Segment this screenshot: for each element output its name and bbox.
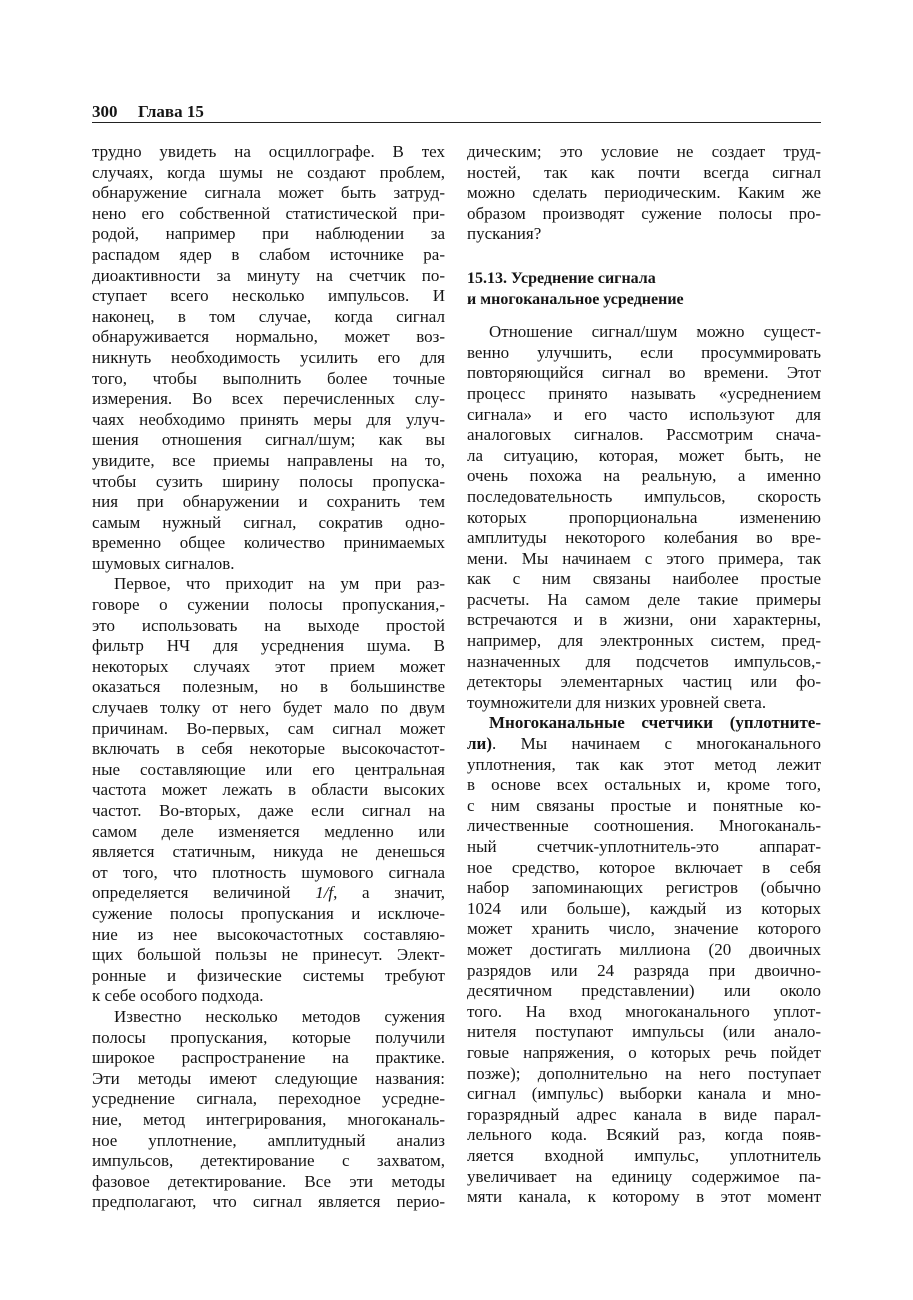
text-line: десятичном представлении) или около [467,981,821,1001]
text-line: шения отношения сигнал/шум; как вы [92,430,445,450]
text-line: очень похожа на реальную, а именно [467,466,821,486]
text-line: Отношение сигнал/шум можно сущест- [489,322,821,342]
text-line: пускания? [467,224,542,244]
text-line: ние, метод интегрирования, многоканаль- [92,1109,445,1129]
text-line: чтобы сузить ширину полосы пропуска- [92,471,445,491]
formula: 1/f [315,883,334,903]
text-line: щих большой пользы не принесут. Элект- [92,945,445,965]
text-line: от того, что плотность шумового сигнала [92,862,445,882]
text-line: является статичным, никуда не денешься [92,842,445,862]
section-heading [467,269,821,310]
text-line: измерения. Во всех перечисленных слу- [92,389,445,409]
text-line: полосы пропускания, которые получили [92,1027,445,1047]
text-line: увидите, все приемы направлены на то, [92,450,445,470]
text-line: диоактивности за минуту на счетчик по- [92,265,445,285]
text-line: Первое, что приходит на ум при раз- [114,574,445,594]
text-line: мени. Мы начинаем с этого примера, так [467,548,821,568]
chapter-title: Глава 15 [138,102,204,121]
text-line: родой, например при наблюдении за [92,224,445,244]
text-line: включать в себя некоторые высокочастот- [92,739,445,759]
text-line: тоумножители для низких уровней света. [467,692,767,712]
text-line: детекторы элементарных частиц или фо- [467,672,821,692]
text-line: предполагают, что сигнал является перио- [92,1192,445,1212]
text-line: обнаруживается нормально, может воз- [92,327,445,347]
text-line: встречаются и в жизни, они характерны, [467,610,821,630]
text-line: никнуть необходимость усилить его для [92,347,445,367]
text-line: того. На вход многоканального уплот- [467,1001,821,1021]
text-line: сигнал (импульс) выборки канала и мно- [467,1084,821,1104]
text-line: назначенных для подсчетов импульсов,- [467,651,821,671]
paragraph [92,574,445,1006]
text-line: обнаружение сигнала может быть затруд- [92,183,445,203]
text-line [467,734,821,755]
text-line: причинам. Во-первых, сам сигнал может [92,718,445,738]
text-line: сигнала» и его часто используют для [467,404,821,424]
paragraph [467,322,821,713]
text-line: распадом ядер в слабом источнике ра- [92,244,445,264]
text-line: процесс принято называть «усреднением [467,383,821,403]
text-line: нителя поступают импульсы (или анало- [467,1022,821,1042]
text-line: ное уплотнение, амплитудный анализ [92,1130,445,1150]
text-line: ные составляющие или его центральная [92,759,445,779]
text-line: фильтр НЧ для усреднения шума. В [92,636,445,656]
text-line: уплотнения, так как этот метод лежит [467,754,821,774]
text-line: ступает всего несколько импульсов. И [92,286,445,306]
text-line: Эти методы имеют следующие названия: [92,1068,445,1088]
spacer [467,245,821,269]
text-line: амплитуды некоторого колебания во вре- [467,528,821,548]
text-line: наконец, в том случае, когда сигнал [92,306,445,326]
text-line: в основе всех остальных и, кроме того, [467,775,821,795]
text-line: к себе особого подхода. [92,986,264,1006]
text-line: образом производят сужение полосы про- [467,203,821,223]
text-run: . Мы начинаем с многоканального [492,734,821,754]
text-line: личественные соотношения. Многоканаль- [467,816,821,836]
text-line: фазовое детектирование. Все эти методы [92,1171,445,1191]
text-line: горазрядный адрес канала в виде парал- [467,1104,821,1124]
text-line: нено его собственной статистической при- [92,203,445,223]
text-line: трудно увидеть на осциллографе. В тех [92,142,445,161]
text-line: венно улучшить, если просуммировать [467,342,821,362]
paragraph [467,713,821,1207]
right-column [467,142,821,1208]
paragraph [92,1007,445,1213]
text-line: ный счетчик-уплотнитель-это аппарат- [467,837,821,856]
text-line: это использовать на выходе простой [92,615,445,635]
text-line: мяти канала, к которому в этот момент [467,1187,821,1207]
paragraph-body [467,755,821,1208]
spacer [467,310,821,322]
section-heading-line: и многоканальное усреднение [467,290,684,308]
text-line: разрядов или 24 разряда при двоично- [467,960,821,980]
text-line: оказаться полезным, но в большинстве [92,677,445,697]
text-line: может хранить число, значение которого [467,919,821,939]
text-line: частот. Во-вторых, даже если сигнал на [92,801,445,820]
run-in-heading: ли) [467,734,492,754]
text-line: ла ситуацию, которая, может быть, не [467,445,821,465]
running-header [92,100,821,123]
text-line: набор запоминающих регистров (обычно [467,878,821,898]
text-line: ляется входной импульс, уплотнитель [467,1145,821,1165]
section-heading-line: 15.13. Усреднение сигнала [467,269,656,287]
text-line: как с ним связаны наиболее простые [467,569,821,589]
text-line: случаев толку от него будет мало по двум [92,698,445,718]
text-line: последовательность импульсов, скорость [467,486,821,506]
run-in-heading: Многоканальные счетчики (уплотните- [489,713,821,733]
text-line: чаях необходимо принять меры для улуч- [92,409,445,429]
text-line: сужение полосы пропускания и исключе- [92,903,445,923]
text-line: ронные и физические системы требуют [92,965,445,985]
text-line: ностей, так как почти всегда сигнал [467,162,821,182]
text-line: дическим; это условие не создает труд- [467,142,821,161]
text-line: говоре о сужении полосы пропускания,- [92,595,445,615]
text-line [467,713,821,734]
text-line: аналоговых сигналов. Рассмотрим снача- [467,425,821,445]
text-line: 1024 или больше), каждый из которых [467,898,821,918]
text-line: ние из нее высокочастотных составляю- [92,924,445,944]
text-line: позже); дополнительно на него поступает [467,1063,821,1083]
text-line: широкое распространение на практике. [92,1048,445,1068]
text-run: определяется величиной [92,883,316,903]
text-line: шумовых сигналов. [92,553,235,573]
text-line: частота может лежать в области высоких [92,780,445,800]
text-line: некоторых случаях этот прием может [92,656,445,676]
text-line: усреднение сигнала, переходное усредне- [92,1089,445,1109]
text-line: можно сделать периодическим. Каким же [467,183,821,203]
text-line: лельного кода. Всякий раз, когда появ- [467,1125,821,1145]
text-line: ния при обнаружении и сохранить тем [92,492,445,512]
text-line: временно общее количество принимаемых [92,533,445,553]
paragraph [92,142,445,574]
text-line: например, для электронных систем, пред- [467,631,821,651]
text-line: Известно несколько методов сужения [114,1006,445,1026]
text-line: случаях, когда шумы не создают проблем, [92,162,445,182]
text-line: которых пропорциональна изменению [467,507,821,527]
text-line: увеличивает на единицу содержимое па- [467,1166,821,1186]
text-line: того, чтобы выполнить более точные [92,368,445,388]
text-line: расчеты. На самом деле такие примеры [467,589,821,609]
text-line: может достигать миллиона (20 двоичных [467,939,821,959]
text-run: , а значит, [333,883,445,903]
text-line: самым нужный сигнал, сократив одно- [92,512,445,532]
text-line: самом деле изменяется медленно или [92,821,445,841]
text-line: с ним связаны простые и понятные ко- [467,795,821,815]
left-column [92,142,445,1213]
text-line: говые напряжения, о которых речь пойдет [467,1042,821,1062]
text-line: ное средство, которое включает в себя [467,857,821,877]
page-number: 300 [92,102,118,121]
paragraph [467,142,821,245]
text-line [92,883,445,904]
text-line: импульсов, детектирование с захватом, [92,1151,445,1171]
text-line: повторяющийся сигнал во времени. Этот [467,363,821,383]
